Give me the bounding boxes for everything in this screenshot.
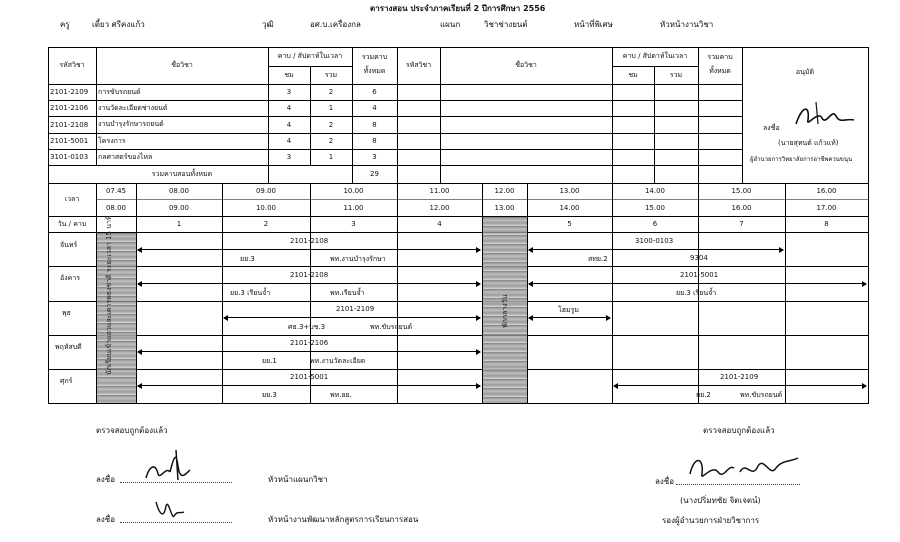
start-time: 13.00 [559,187,580,195]
tue-pm-arrow [529,283,866,284]
h-sum: รวม [324,70,338,79]
end-time: 17.00 [816,204,837,212]
thu-am-group: ยย.1 [262,357,277,365]
h-name-2: ชื่อวิชา [515,61,537,69]
checked-left: ตรวจสอบถูกต้องแล้ว [96,426,168,435]
row-sum: 1 [328,104,334,112]
row-total: 8 [372,137,377,145]
row-ch: 4 [286,120,292,129]
thu-am-room: พท.งานวัดละเอียด [310,357,366,365]
sign3-title: รองผู้อำนวยการฝ่ายวิชาการ [662,516,760,525]
row-ch: 4 [286,137,292,145]
row-sum: 1 [328,153,334,161]
mon-am-arrow [138,249,480,250]
start-time: 10.00 [343,187,364,195]
page-title: ตารางสอน ประจำภาคเรียนที่ 2 ปีการศึกษา 2556 [370,4,546,13]
end-time: 16.00 [731,204,752,212]
row-code: 2101-5001 [50,137,89,145]
h-periods: คาบ / สัปดาห์ในเวลา [277,52,343,60]
row-ch: 3 [286,88,292,96]
row-sum: 2 [328,137,334,145]
row-code: 2101-2109 [50,88,89,96]
row-total: 6 [372,88,377,96]
period-number: 6 [652,220,658,228]
wed-pm-arrow [529,317,610,318]
approve-sign-label: ลงชื่อ [763,124,780,132]
tue-am-room: พท.เรียนจ้ำ [330,289,365,297]
time-label: เวลา [64,195,80,203]
deputy-signature [684,450,804,486]
degree-label: วุฒิ [262,20,274,29]
mon-pm-code: 3100-0103 [635,237,674,245]
start-time: 11.00 [429,187,450,195]
row-total: 8 [372,120,377,129]
mon-pm-room: 9304 [690,254,708,262]
row-name: การขับรถยนต์ [98,87,141,96]
day-period-label: วัน / คาบ [57,219,87,228]
tue-am-code: 2101-2108 [290,271,329,279]
day-label: พุธ [62,309,71,317]
day-label: จันทร์ [60,241,78,249]
start-time: 07.45 [105,187,127,195]
start-time: 14.00 [644,187,666,195]
mon-pm-group: สทย.2 [588,255,608,263]
assembly-column [97,233,136,403]
row-code: 2101-2108 [50,120,89,129]
duty-label: หน้าที่พิเศษ [574,20,613,29]
approver-title: ผู้อำนวยการวิทยาลัยการอาชีพควนขนุน [750,156,853,163]
dept-value: วิชาช่างยนต์ [484,20,528,29]
wed-pm-text: โฮมรูม [558,306,580,314]
end-time: 08.00 [105,204,127,212]
row-sum: 2 [328,120,334,129]
mon-am-code: 2101-2108 [290,237,329,245]
end-time: 14.00 [559,204,580,212]
period-number: 7 [739,220,744,228]
wed-am-code: 2101-2109 [336,305,375,313]
director-signature [788,98,858,134]
start-time: 15.00 [731,187,752,195]
h-ch-2: ชม [628,70,638,79]
h-ch: ชม [284,70,294,79]
dept-head-signature [140,446,200,486]
row-ch: 4 [286,104,292,112]
start-time: 08.00 [168,187,190,195]
approve-label: อนุมัติ [795,67,815,76]
row-name: โครงการ [98,136,126,145]
sign1-title: หัวหน้าแผนกวิชา [268,475,328,484]
day-label: อังคาร [60,274,80,282]
fri-pm-room: พท.ขับรถยนต์ [740,391,783,399]
h-periods-2: คาบ / สัปดาห์ในเวลา [622,52,688,60]
end-time: 12.00 [429,204,450,212]
row-code: 3101-0103 [50,153,89,161]
row-code: 2101-2106 [50,104,89,112]
h-total1-2: รวมคาบ [707,52,733,61]
start-time: 09.00 [255,187,277,195]
fri-am-code: 2101-5001 [290,373,329,381]
period-number: 5 [567,220,572,228]
end-time: 13.00 [494,204,515,212]
fri-am-room: พท.ยย. [330,391,352,399]
mon-pm-arrow [529,249,783,250]
end-time: 11.00 [343,204,364,212]
tue-pm-code: 2101-5001 [680,271,719,279]
tue-pm-group: ยย.3 เรียนจ้ำ [676,289,717,297]
end-time: 10.00 [255,204,277,212]
row-name: กลศาสตร์ของไหล [98,152,153,161]
fri-pm-code: 2101-2109 [720,373,759,381]
h-name: ชื่อวิชา [171,61,193,69]
start-time: 16.00 [816,187,837,195]
h-total1: รวมคาบ [361,52,388,61]
day-label: ศุกร์ [60,377,73,385]
row-total: 4 [372,104,377,112]
row-ch: 3 [286,153,292,161]
period-number: 2 [263,220,269,228]
period-number: 3 [351,220,356,228]
sum-value: 29 [370,170,379,178]
end-time: 15.00 [644,204,666,212]
thu-am-arrow [138,351,480,352]
curriculum-head-signature [150,494,190,524]
sign2-label: ลงชื่อ [96,515,116,524]
sign1-label: ลงชื่อ [96,475,116,484]
teacher-label: ครู [60,20,70,29]
fri-am-arrow [138,385,480,386]
end-time: 09.00 [168,204,190,212]
degree-value: อศ.บ.เครื่องกล [310,20,361,29]
dept-label: แผนก [440,20,461,29]
fri-am-group: ยย.3 [262,391,277,399]
row-name: งานบำรุงรักษารถยนต์ [98,120,164,128]
wed-am-room: พท.ขับรถยนต์ [370,323,413,331]
wed-am-group: ศธ.3+บช.3 [288,323,326,331]
assembly-text: นักเรียนเข้าแถวและเคารพธงชาติ ระยะเวลา 15 นาที [105,215,113,375]
row-total: 3 [372,153,377,161]
lunch-text: พักกลางวัน [501,294,509,328]
duty-value: หัวหน้างานวิชา [660,20,714,29]
row-name: งานวัดละเอียดช่างยนต์ [98,103,168,112]
sign2-title: หัวหน้างานพัฒนาหลักสูตรการเรียนการสอน [268,515,419,524]
fri-pm-group: ยย.2 [696,391,711,399]
start-time: 12.00 [494,187,515,195]
period-number: 4 [437,220,442,228]
h-code-2: รหัสวิชา [405,61,432,69]
sign3-name: (นางปริ่มทชัย จิตเจตน์) [680,496,761,505]
day-label: พฤหัสบดี [55,343,82,351]
sum-label: รวมคาบสอนทั้งหมด [151,169,213,178]
mon-am-room: พท.งานบำรุงรักษา [330,255,386,263]
teacher-name: เตี้ยว ศรีคงแก้ว [92,20,145,29]
tue-am-arrow [138,283,480,284]
sign3-label: ลงชื่อ [655,477,675,486]
h-total2: ทั้งหมด [363,66,386,75]
mon-am-group: ยย.3 [240,255,255,263]
period-number: 1 [176,220,182,228]
row-sum: 2 [328,88,334,96]
thu-am-code: 2101-2106 [290,339,329,347]
tue-am-group: ยย.3 เรียนจ้ำ [230,289,271,297]
h-total2-2: ทั้งหมด [709,66,731,75]
fri-pm-arrow [614,385,866,386]
wed-am-arrow [224,317,480,318]
h-code: รหัสวิชา [59,61,85,69]
checked-right: ตรวจสอบถูกต้องแล้ว [703,426,775,435]
h-sum-2: รวม [669,70,683,79]
approver-name: (นายสุทนต์ แก้วแท้) [778,139,839,147]
period-number: 8 [824,220,829,228]
